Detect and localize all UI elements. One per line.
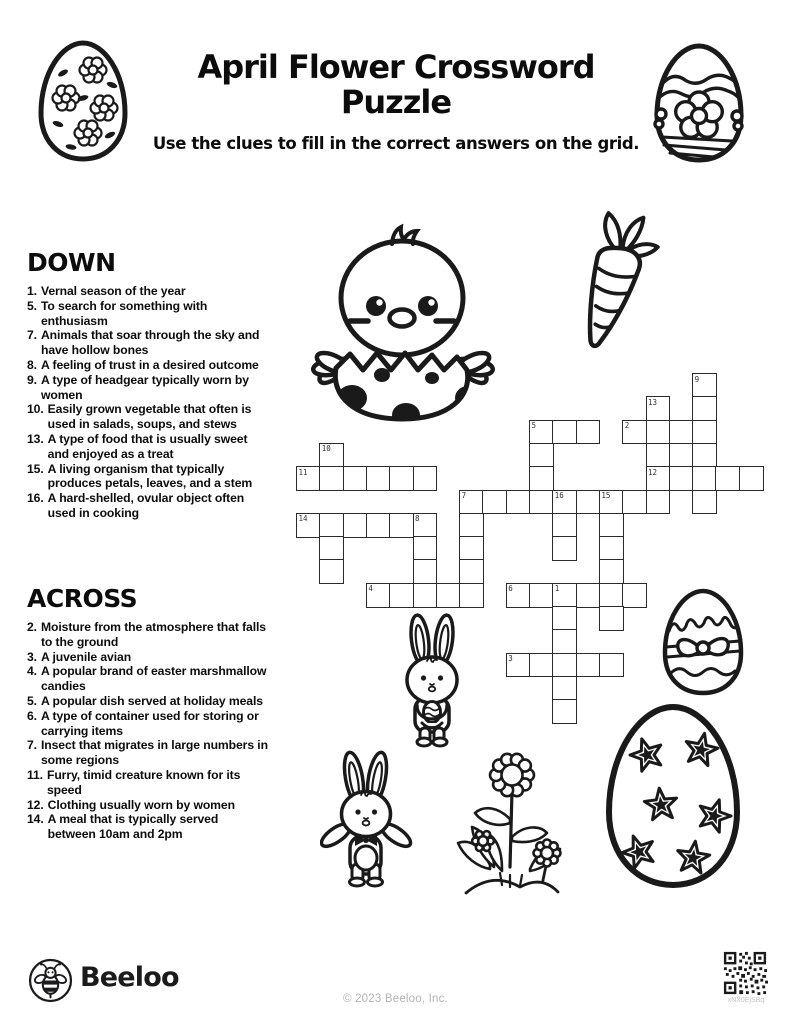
grid-cell[interactable]: [319, 443, 344, 468]
clue-text: A popular dish served at holiday meals: [40, 693, 263, 708]
grid-cell[interactable]: [413, 466, 438, 491]
clue-number: 6.: [27, 708, 37, 723]
grid-cell[interactable]: [646, 490, 671, 515]
flower-plant-icon: [450, 745, 570, 897]
grid-cell[interactable]: [459, 513, 484, 538]
clue-text: Easily grown vegetable that often is used in salads, soups, and stews: [47, 402, 252, 432]
clue-number: 10.: [27, 402, 44, 417]
grid-cell[interactable]: [622, 420, 647, 445]
grid-cell[interactable]: [692, 420, 717, 445]
grid-cell[interactable]: [436, 583, 461, 608]
grid-cell[interactable]: [413, 583, 438, 608]
cell-number: 6: [508, 584, 513, 594]
grid-cell[interactable]: [552, 653, 577, 678]
clue-number: 16.: [27, 491, 44, 506]
grid-cell[interactable]: [343, 513, 368, 538]
qr-code-label: xNX0EjSBq: [727, 997, 765, 1004]
grid-cell[interactable]: [529, 653, 554, 678]
grid-cell[interactable]: [366, 583, 391, 608]
grid-cell[interactable]: [413, 559, 438, 584]
grid-cell[interactable]: [552, 513, 577, 538]
grid-cell[interactable]: [622, 583, 647, 608]
grid-cell[interactable]: [389, 513, 414, 538]
clue-text: Clothing usually worn by women: [47, 797, 235, 812]
grid-cell[interactable]: [319, 559, 344, 584]
grid-cell[interactable]: [529, 443, 554, 468]
clue-item: [27, 798, 269, 813]
grid-cell[interactable]: [459, 559, 484, 584]
clue-number: 5.: [27, 693, 37, 708]
clue-number: 1.: [27, 284, 37, 298]
clue-text: Moisture from the atmosphere that falls to the ground: [40, 620, 266, 649]
grid-cell[interactable]: [413, 536, 438, 561]
page-subtitle: Use the clues to fill in the correct answers on the grid.: [152, 134, 640, 154]
clue-text: A type of food that is usually sweet and enjoyed as a treat: [47, 431, 248, 461]
clue-text: A hard-shelled, ovular object often used in cooking: [47, 491, 245, 520]
grid-cell[interactable]: [482, 490, 507, 515]
grid-cell[interactable]: [506, 653, 531, 678]
hatching-chick-icon: [302, 218, 504, 424]
cell-number: 2: [624, 421, 630, 431]
clue-item: [27, 694, 269, 709]
grid-cell[interactable]: [506, 490, 531, 515]
clue-item: [27, 620, 269, 650]
grid-cell[interactable]: [296, 466, 321, 491]
clue-text: Insect that migrates in large numbers in some regions: [40, 738, 268, 768]
clue-number: 8.: [27, 357, 37, 372]
grid-cell[interactable]: [459, 536, 484, 561]
grid-cell[interactable]: [599, 559, 624, 584]
bunny-holding-egg-icon: [388, 610, 480, 748]
cell-number: 5: [531, 421, 537, 431]
decorated-egg-flowers-icon: [33, 36, 133, 166]
qr-code-icon: [722, 950, 768, 996]
grid-cell[interactable]: [599, 583, 624, 608]
grid-cell[interactable]: [552, 606, 577, 631]
grid-cell[interactable]: [506, 583, 531, 608]
grid-cell[interactable]: [389, 583, 414, 608]
copyright-text: © 2023 Beeloo, Inc.: [343, 993, 448, 1005]
grid-cell[interactable]: [599, 653, 624, 678]
grid-cell[interactable]: [692, 373, 717, 398]
across-clues-section: [27, 584, 283, 842]
bunny-open-arms-icon: [320, 750, 415, 895]
grid-cell[interactable]: [343, 466, 368, 491]
down-heading: DOWN: [27, 248, 116, 277]
clue-number: 5.: [27, 298, 37, 313]
brand-wordmark: Beeloo: [80, 962, 179, 993]
clue-item: [27, 284, 269, 299]
cell-number: 10: [321, 444, 331, 454]
clue-text: A type of headgear typically worn by women: [40, 372, 249, 402]
grid-cell[interactable]: [529, 466, 554, 491]
grid-cell[interactable]: [622, 490, 647, 515]
clue-number: 4.: [27, 664, 37, 679]
cell-number: 3: [508, 654, 513, 664]
clue-item: [27, 299, 269, 329]
clue-text: A living organism that typically produces petals, leaves, and a stem: [47, 461, 253, 491]
clue-item: [27, 358, 269, 373]
clue-text: A meal that is typically served between 10am and 2pm: [47, 812, 219, 842]
clue-text: Animals that soar through the sky and have hollow bones: [40, 328, 260, 358]
clue-item: [27, 373, 269, 403]
grid-cell[interactable]: [552, 699, 577, 724]
clue-text: Vernal season of the year: [40, 284, 186, 298]
grid-cell[interactable]: [319, 536, 344, 561]
cell-number: 11: [298, 467, 308, 477]
grid-cell[interactable]: [366, 513, 391, 538]
grid-cell[interactable]: [389, 466, 414, 491]
grid-cell[interactable]: [599, 513, 624, 538]
clue-text: To search for something with enthusiasm: [40, 298, 208, 328]
clue-item: [27, 650, 269, 665]
clue-number: 9.: [27, 372, 37, 387]
grid-cell[interactable]: [459, 583, 484, 608]
clue-item: [27, 491, 269, 521]
grid-cell[interactable]: [529, 490, 554, 515]
cell-number: 7: [461, 491, 467, 500]
grid-cell[interactable]: [646, 420, 671, 445]
clue-text: Furry, timid creature known for its speed: [46, 767, 241, 797]
clue-number: 7.: [27, 328, 37, 343]
grid-cell[interactable]: [296, 513, 321, 538]
grid-cell[interactable]: [319, 513, 344, 538]
clue-item: [27, 709, 269, 739]
grid-cell[interactable]: [366, 466, 391, 491]
carrot-icon: [556, 210, 666, 362]
clue-text: A type of container used for storing or carrying items: [40, 708, 259, 738]
cell-number: 13: [648, 397, 658, 407]
grid-cell[interactable]: [552, 420, 577, 445]
cell-number: 4: [368, 584, 373, 594]
grid-cell[interactable]: [552, 536, 577, 561]
clue-number: 11.: [27, 767, 43, 782]
clue-text: A juvenile avian: [40, 649, 132, 664]
cell-number: 16: [554, 491, 564, 500]
grid-cell[interactable]: [552, 583, 577, 608]
cell-number: 8: [415, 514, 420, 524]
decorated-egg-waves-icon: [648, 40, 750, 166]
down-clues-section: [27, 248, 283, 521]
clue-number: 15.: [27, 461, 44, 476]
grid-cell[interactable]: [692, 396, 717, 421]
grid-cell[interactable]: [552, 629, 577, 654]
clue-item: [27, 738, 269, 768]
grid-cell[interactable]: [576, 420, 601, 445]
grid-cell[interactable]: [459, 490, 484, 515]
cell-number: 1: [554, 584, 560, 594]
grid-cell[interactable]: [529, 420, 554, 445]
grid-cell[interactable]: [552, 676, 577, 701]
clue-number: 12.: [27, 797, 44, 812]
grid-cell[interactable]: [576, 583, 601, 608]
grid-cell[interactable]: [576, 490, 601, 515]
grid-cell[interactable]: [319, 466, 344, 491]
grid-cell[interactable]: [413, 513, 438, 538]
grid-cell[interactable]: [646, 396, 671, 421]
clue-item: [27, 812, 269, 842]
grid-cell[interactable]: [599, 536, 624, 561]
cell-number: 12: [648, 467, 658, 477]
across-clues-list: [27, 620, 283, 842]
grid-cell[interactable]: [646, 466, 671, 491]
grid-cell[interactable]: [576, 653, 601, 678]
cell-number: 15: [601, 491, 611, 500]
clue-item: [27, 402, 269, 432]
page-title: April Flower Crossword Puzzle: [197, 48, 595, 122]
clue-number: 14.: [27, 812, 44, 827]
clue-text: A feeling of trust in a desired outcome: [40, 357, 259, 372]
across-heading: ACROSS: [27, 584, 138, 613]
clue-number: 2.: [27, 620, 37, 634]
clue-number: 3.: [27, 649, 37, 664]
clue-number: 7.: [27, 738, 37, 753]
egg-with-bow-icon: [657, 586, 749, 698]
grid-cell[interactable]: [552, 490, 577, 515]
clue-item: [27, 664, 269, 694]
grid-cell[interactable]: [669, 466, 694, 491]
grid-cell[interactable]: [599, 606, 624, 631]
grid-cell[interactable]: [692, 466, 717, 491]
clue-item: [27, 432, 269, 462]
grid-cell[interactable]: [739, 466, 764, 491]
grid-cell[interactable]: [692, 443, 717, 468]
cell-number: 9: [694, 374, 700, 384]
cell-number: 14: [298, 514, 308, 524]
clue-item: [27, 462, 269, 492]
grid-cell[interactable]: [669, 420, 694, 445]
clue-item: [27, 328, 269, 358]
grid-cell[interactable]: [692, 490, 717, 515]
clue-item: [27, 768, 269, 798]
grid-cell[interactable]: [529, 583, 554, 608]
clue-text: A popular brand of easter marshmallow candies: [40, 664, 267, 694]
egg-with-stars-icon: [597, 700, 749, 892]
clue-number: 13.: [27, 431, 44, 446]
grid-cell[interactable]: [646, 443, 671, 468]
grid-cell[interactable]: [715, 466, 740, 491]
grid-cell[interactable]: [599, 490, 624, 515]
down-clues-list: [27, 284, 283, 521]
